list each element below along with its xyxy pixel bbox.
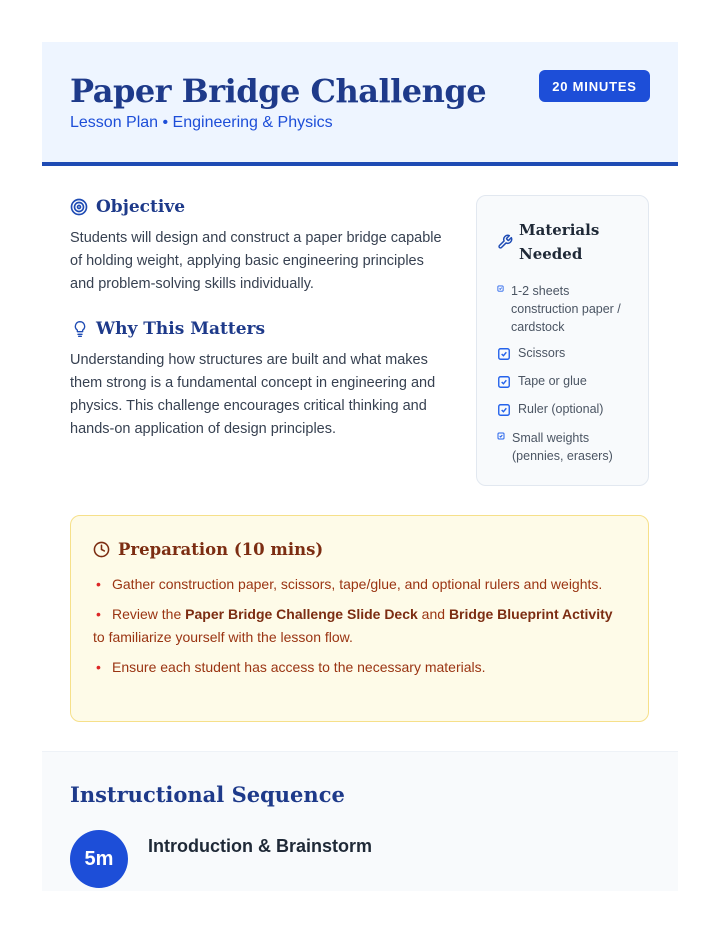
- preparation-heading: [93, 540, 323, 559]
- material-item-text: Ruler (optional): [518, 402, 604, 416]
- material-item: [497, 400, 603, 418]
- material-item-text: Tape or glue: [518, 374, 587, 388]
- checkbox-icon: [497, 347, 511, 361]
- why-matters-heading-text: Why This Matters: [96, 319, 266, 339]
- list-item: [93, 573, 613, 596]
- preparation-list: [93, 573, 613, 686]
- list-item-text-mid: and: [417, 606, 449, 622]
- list-item-text: Ensure each student has access to the necessary materials.: [112, 659, 486, 675]
- material-item: [497, 429, 627, 465]
- checkbox-icon: [497, 375, 511, 389]
- why-matters-text: Understanding how structures are built and what makes them strong is a fundamental concept in engineering and physics. This challenge encourages critical thinking and hands-on application of design principles.: [70, 352, 436, 437]
- preparation-heading-text: Preparation (10 mins): [118, 540, 324, 559]
- slide-deck-reference: Paper Bridge Challenge Slide Deck: [185, 606, 418, 622]
- material-item-text: 1-2 sheets construction paper / cardstock: [511, 284, 621, 334]
- checkbox-icon: [497, 285, 504, 292]
- sequence-heading: Instructional Sequence: [70, 782, 345, 807]
- objective-text: Students will design and construct a paper bridge capable of holding weight, applying basic engineering principles and problem-solving skills individually.: [70, 230, 442, 292]
- checkbox-icon: [497, 432, 505, 440]
- materials-title: Materials Needed: [519, 221, 600, 263]
- checkbox-icon: [497, 403, 511, 417]
- material-item: [497, 372, 587, 390]
- materials-card: [476, 195, 649, 486]
- page-title: Paper Bridge Challenge: [70, 72, 487, 110]
- clock-icon: [93, 541, 110, 558]
- step-title: Introduction & Brainstorm: [148, 836, 372, 856]
- list-item-text-post: to familiarize yourself with the lesson flow.: [93, 629, 353, 645]
- objective-heading-text: Objective: [96, 197, 186, 217]
- duration-badge: 20 MINUTES: [539, 70, 650, 102]
- list-item-text-pre: Review the: [112, 606, 186, 622]
- page-subtitle: Lesson Plan • Engineering & Physics: [70, 114, 333, 131]
- why-matters-heading: [72, 319, 265, 339]
- step-duration-badge: 5m: [70, 830, 128, 888]
- lesson-header: [42, 42, 678, 166]
- preparation-box: [70, 515, 649, 722]
- material-item-text: Small weights (pennies, erasers): [512, 431, 613, 463]
- objective-heading: [70, 197, 185, 217]
- list-item-text: Gather construction paper, scissors, tape/glue, and optional rulers and weights.: [112, 576, 603, 592]
- wrench-icon: [497, 234, 513, 250]
- instructional-sequence: [42, 751, 678, 891]
- material-item-text: Scissors: [518, 346, 566, 360]
- list-item: [93, 603, 613, 649]
- bullet: •: [96, 576, 101, 592]
- list-item: [93, 656, 613, 679]
- bullet: •: [96, 659, 101, 675]
- lightbulb-icon: [72, 320, 88, 338]
- blueprint-activity-reference: Bridge Blueprint Activity: [448, 606, 613, 622]
- target-icon: [70, 198, 88, 216]
- material-item: [497, 282, 626, 336]
- bullet: •: [96, 606, 101, 622]
- material-item: [497, 344, 565, 362]
